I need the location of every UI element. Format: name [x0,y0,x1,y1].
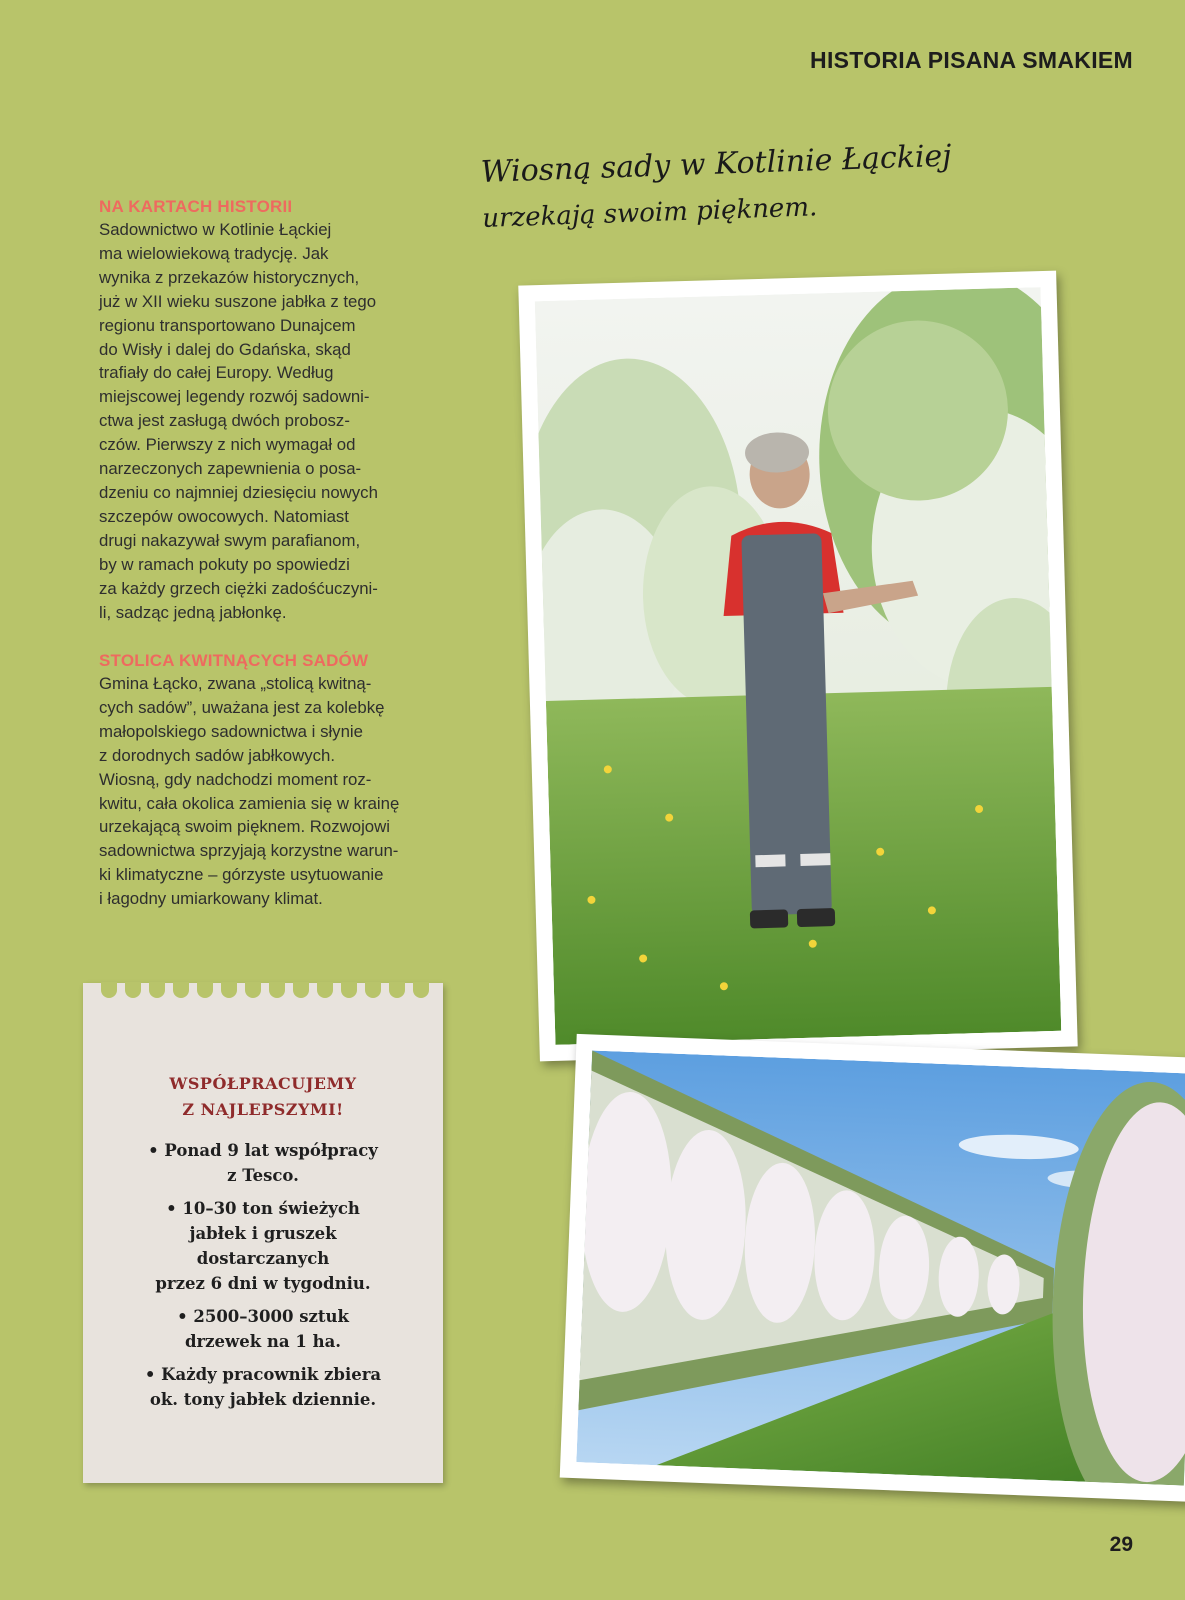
notepad-list [83,1138,443,1420]
section-heading: NA KARTACH HISTORII [99,197,293,216]
text-line: drugi nakazywał swym parafianom, [99,530,361,550]
text-line: i łagodny umiarkowany klimat. [99,889,323,909]
list-item-line: • 10–30 ton świeżych [166,1199,360,1218]
list-item-line: dostarczanych [196,1249,330,1268]
quote-line-1: Wiosną sady w Kotlinie Łąckiej [480,138,953,190]
section-body [99,672,419,911]
text-line: Gmina Łącko, zwana „stolicą kwitną- [99,674,372,693]
section-history [99,197,419,624]
list-item [83,1362,443,1412]
list-item-line: jabłek i gruszek [189,1224,337,1243]
list-item-line: ok. tony jabłek dziennie. [149,1390,377,1409]
notepad-title-line-2: Z NAJLEPSZYMI! [182,1100,344,1119]
page-number: 29 [1109,1533,1133,1556]
text-line: urzekającą swoim pięknem. Rozwojowi [99,817,390,837]
text-line: dzeniu co najmniej dziesięciu nowych [99,482,378,502]
text-line: wynika z przekazów historycznych, [99,267,360,287]
text-line: miejscowej legendy rozwój sadowni- [99,387,370,407]
text-line: z dorodnych sadów jabłkowych. [99,745,335,765]
text-line: by w ramach pokuty po spowiedzi [99,554,350,574]
text-line: małopolskiego sadownictwa i słynie [99,721,363,741]
text-line: trafiały do całej Europy. Według [99,363,334,383]
quote-line-2: urzekają swoim pięknem. [481,192,818,234]
text-line: ma wielowiekową tradycję. Jak [99,243,329,263]
list-item-line: • Każdy pracownik zbiera [144,1365,382,1384]
handwritten-quote [480,135,953,242]
section-body [99,218,419,624]
notepad-card [83,983,443,1483]
text-line: Sadownictwo w Kotlinie Łąckiej [99,220,332,239]
list-item-line: drzewek na 1 ha. [184,1332,342,1351]
text-line: już w XII wieku suszone jabłka z tego [99,291,377,311]
list-item-line: • Ponad 9 lat współpracy [148,1141,378,1160]
orchard-rows-image [576,1050,1185,1485]
farmer-orchard-image [535,287,1062,1045]
text-line: narzeczonych zapewnienia o posa- [99,459,362,479]
text-line: Wiosną, gdy nadchodzi moment roz- [99,769,372,789]
list-item-line: z Tesco. [227,1166,299,1185]
text-line: ki klimatyczne – górzyste usytuowanie [99,865,384,885]
list-item-line: przez 6 dni w tygodniu. [155,1274,371,1293]
text-line: cych sadów”, uważana jest za kolebkę [99,697,385,717]
section-blossoming-orchards [99,651,419,911]
text-line: sadownictwa sprzyjają korzystne warun- [99,841,399,861]
text-line: li, sadząc jedną jabłonkę. [99,602,287,622]
list-item [83,1138,443,1188]
notepad-title-line-1: WSPÓŁPRACUJEMY [169,1074,357,1093]
text-line: ctwa jest zasługą dwóch probosz- [99,411,350,431]
text-line: szczepów owocowych. Natomiast [99,506,349,526]
photo-orchard-rows [560,1034,1185,1502]
photo-farmer-orchard [518,271,1077,1062]
notepad-title [83,1071,443,1123]
section-heading: STOLICA KWITNĄCYCH SADÓW [99,651,369,670]
list-item [83,1304,443,1354]
page-header-title: HISTORIA PISANA SMAKIEM [810,47,1133,73]
notepad-spiral-holes [101,982,429,1002]
list-item [83,1196,443,1296]
text-line: czów. Pierwszy z nich wymagał od [99,435,356,455]
text-line: do Wisły i dalej do Gdańska, skąd [99,339,351,359]
text-line: regionu transportowano Dunajcem [99,315,356,335]
list-item-line: • 2500–3000 sztuk [177,1307,349,1326]
text-line: kwitu, cała okolica zamienia się w krainę [99,793,400,813]
text-line: za każdy grzech ciężki zadośćuczyni- [99,578,378,598]
